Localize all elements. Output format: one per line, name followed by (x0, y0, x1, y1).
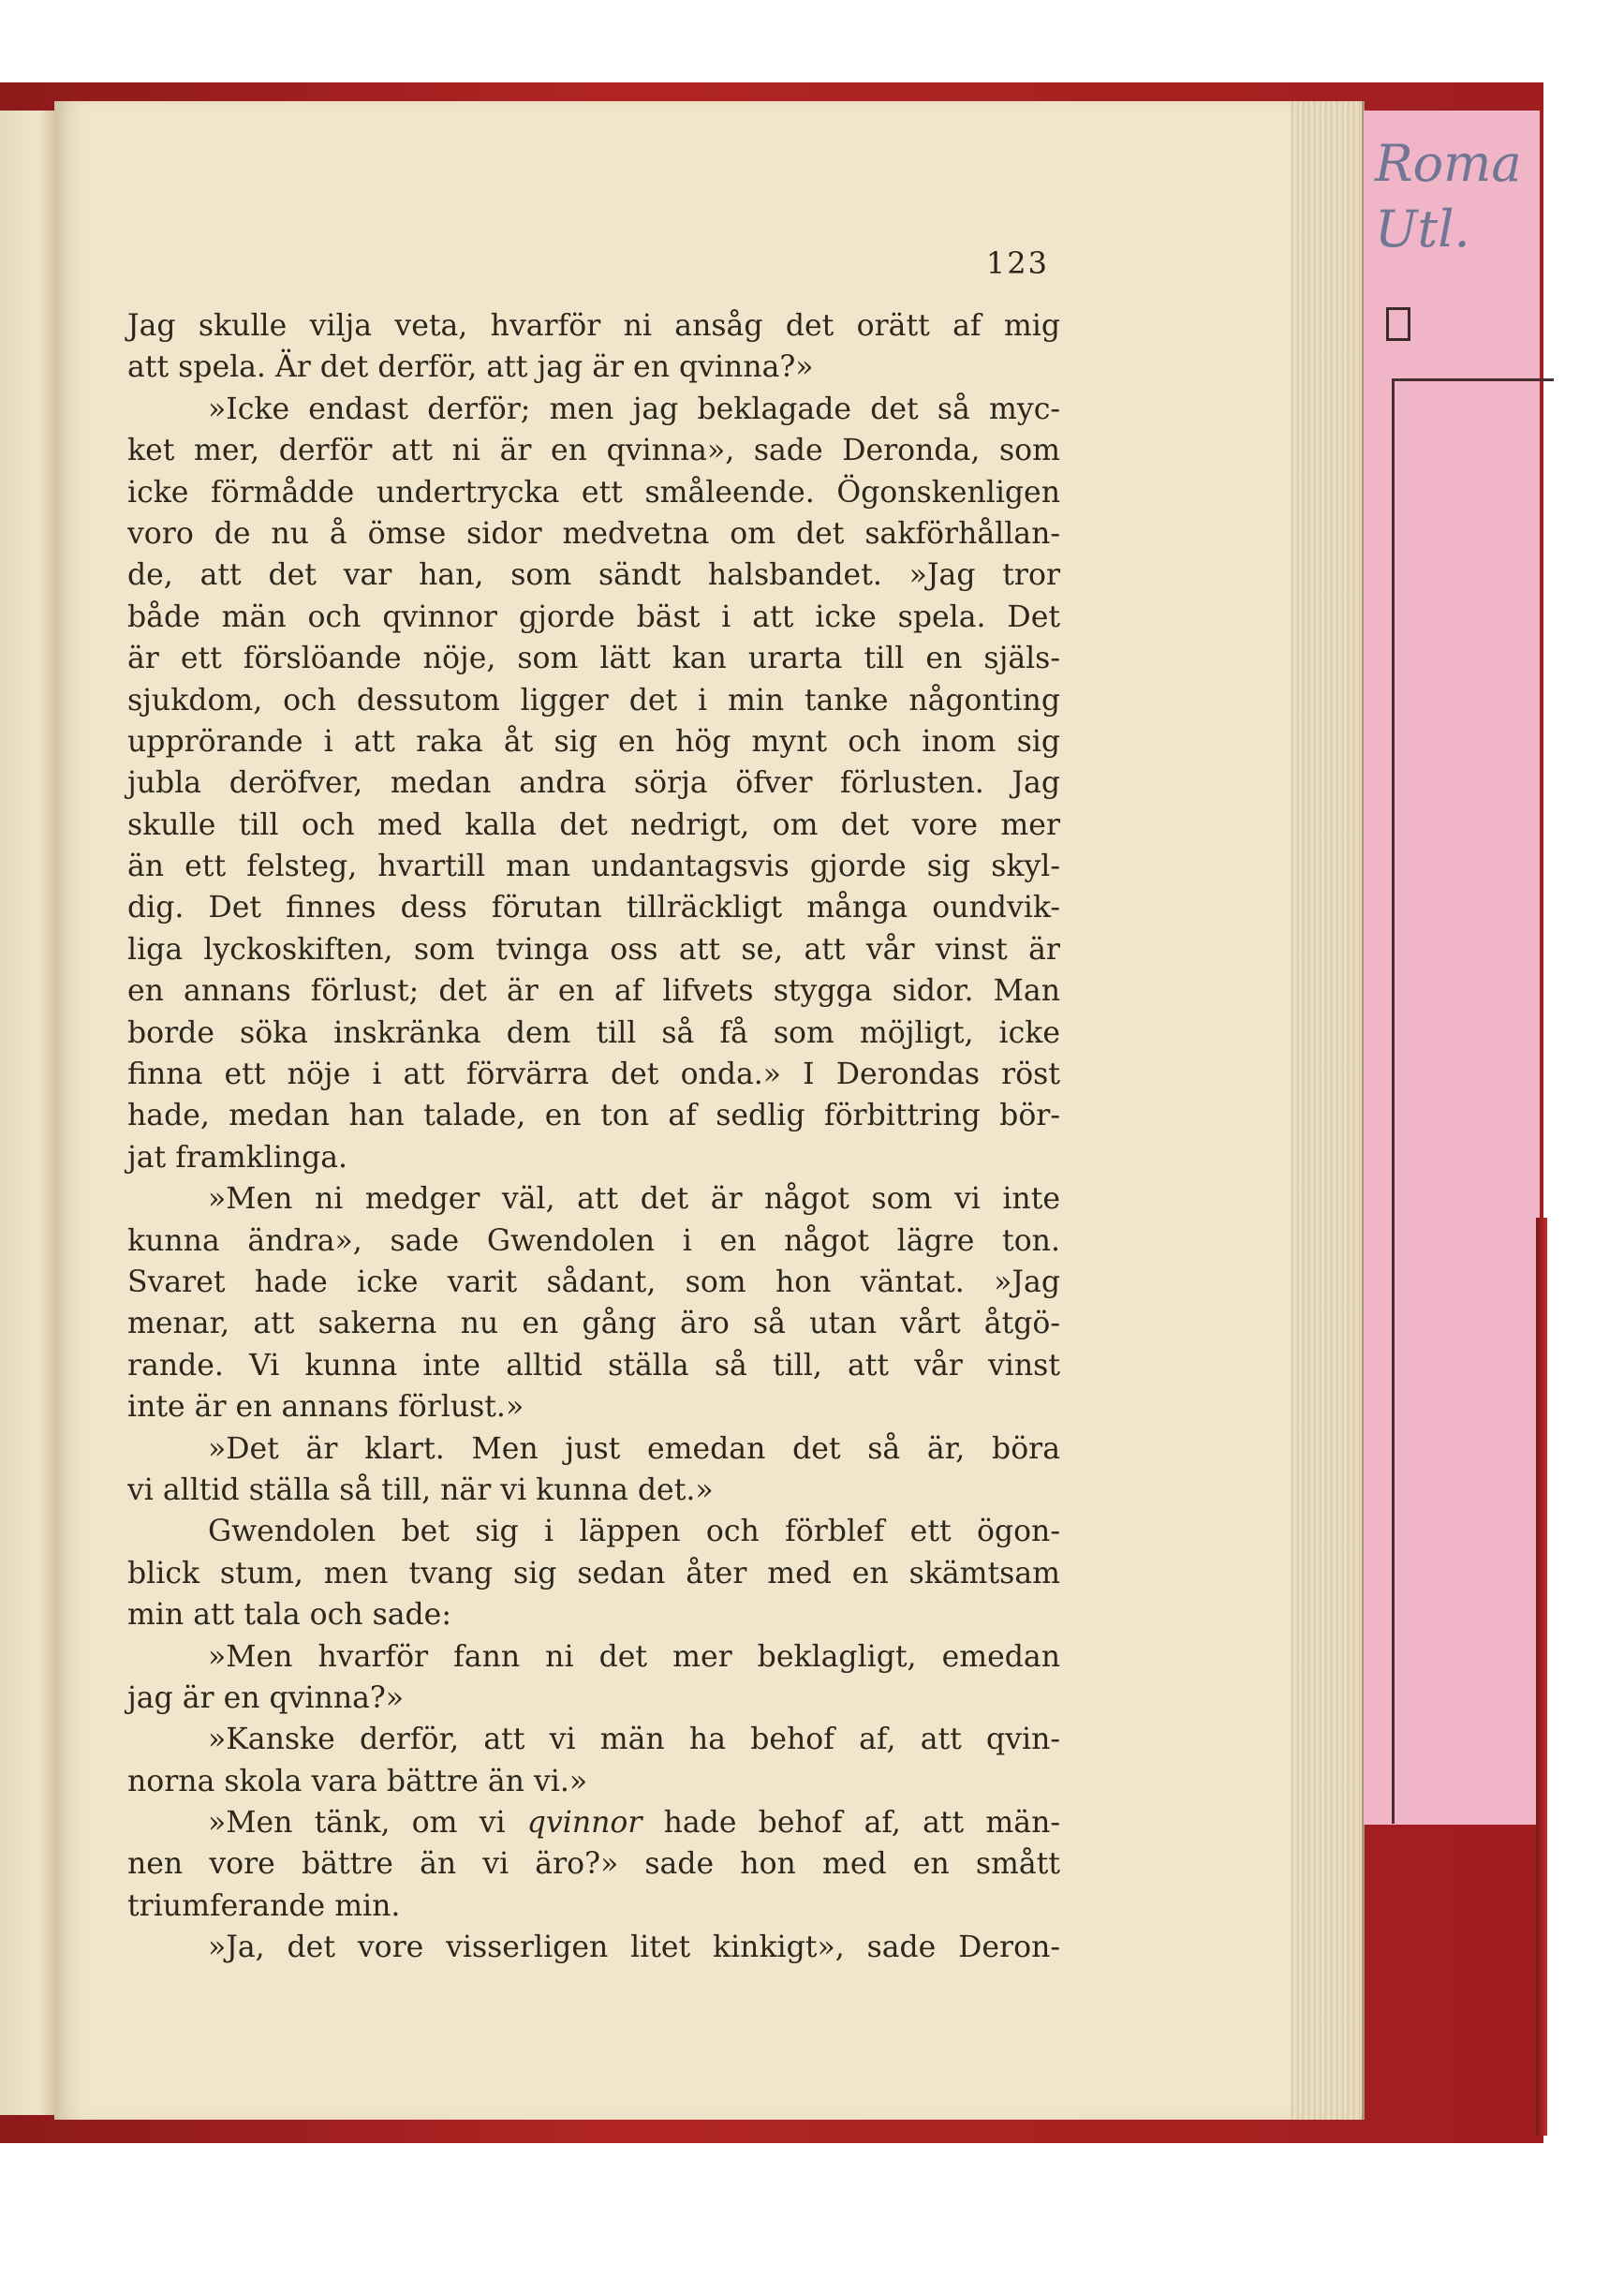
text-line: både män och qvinnor gjorde bäst i att icke spela. Det (127, 599, 1060, 634)
text-line: »Ja, det vore visserligen litet kinkigt», sade Deron- (208, 1930, 1060, 1965)
text-line: sjukdom, och dessutom ligger det i min tanke någonting (127, 683, 1060, 717)
text-line: finna ett nöje i att förvärra det onda.» I Derondas röst (127, 1058, 1060, 1092)
text-line: en annans förlust; det är en af lifvets stygga sidor. Man (127, 974, 1060, 1009)
text-line: kunna ändra», sade Gwendolen i en något lägre ton. (127, 1223, 1060, 1258)
text-line: norna skola vara bättre än vi.» (127, 1764, 588, 1798)
text-line: menar, att sakerna nu en gång äro så utan vårt åtgö- (127, 1307, 1060, 1341)
text-line: rande. Vi kunna inte alltid ställa så till, att vår vinst (127, 1348, 1060, 1383)
text-line: »Men hvarför fann ni det mer beklagligt, emedan (208, 1639, 1060, 1674)
text-line: att spela. Är det derför, att jag är en qvinna?» (127, 350, 814, 385)
text-line: skulle till och med kalla det nedrigt, om det vore mer (127, 807, 1060, 842)
text-line: ket mer, derför att ni är en qvinna», sade Deronda, som (127, 434, 1060, 468)
text-line: hade, medan han talade, en ton af sedlig förbittring bör- (127, 1099, 1060, 1133)
text-line: »Men ni medger väl, att det är något som vi inte (208, 1182, 1060, 1217)
card-handwriting (1375, 131, 1539, 272)
page-number: 123 (985, 245, 1049, 281)
text-line: dig. Det finnes dess förutan tillräckligt många oundvik- (127, 891, 1060, 925)
text-line: än ett felsteg, hvartill man undantagsvis gjorde sig skyl- (127, 850, 1060, 884)
card-checkbox (1386, 307, 1410, 341)
text-line: jat framklinga. (127, 1140, 348, 1175)
card-frame (1392, 378, 1554, 1824)
text-line: Jag skulle vilja veta, hvarför ni ansåg det orätt af mig (127, 309, 1060, 343)
text-line: upprörande i att raka åt sig en hög mynt och inom sig (127, 724, 1060, 759)
text-line: jubla deröfver, medan andra sörja öfver förlusten. Jag (127, 766, 1060, 801)
text-line: triumferande min. (127, 1888, 401, 1923)
text-line: är ett förslöande nöje, som lätt kan urarta till en själs- (127, 642, 1060, 676)
text-line: borde söka inskränka dem till så få som möjligt, icke (127, 1015, 1060, 1050)
page-text (127, 305, 1060, 1969)
cover-edge-strip (1536, 1218, 1547, 2136)
card-handwriting-line2: Utl. (1375, 200, 1470, 259)
text-line: voro de nu å ömse sidor medvetna om det sakförhållan- (127, 516, 1060, 551)
text-line: Svaret hade icke varit sådant, som hon väntat. »Jag (127, 1265, 1060, 1299)
emphasis: qvinnor (526, 1806, 642, 1841)
text-line: liga lyckoskiften, som tvinga oss att se, att vår vinst är (127, 932, 1060, 967)
text-line: nen vore bättre än vi äro?» sade hon med en smått (127, 1847, 1060, 1882)
text-line: »Men tänk, om vi qvinnor hade behof af, att män- (208, 1806, 1060, 1841)
text-line: vi alltid ställa så till, när vi kunna det.» (127, 1472, 714, 1507)
text-line: »Kanske derför, att vi män ha behof af, att qvin- (208, 1723, 1060, 1757)
text-line: blick stum, men tvang sig sedan åter med en skämtsam (127, 1556, 1060, 1590)
text-line: icke förmådde undertrycka ett småleende. Ögonskenligen (127, 475, 1060, 510)
text-line: inte är en annans förlust.» (127, 1390, 524, 1425)
text-line: Gwendolen bet sig i läppen och förblef ett ögon- (208, 1515, 1060, 1549)
card-handwriting-line1: Roma (1375, 134, 1522, 193)
left-facing-page (0, 111, 56, 2115)
text-line: »Det är klart. Men just emedan det så är, böra (208, 1431, 1060, 1466)
page-edges (1291, 101, 1365, 2120)
text-line: jag är en qvinna?» (127, 1680, 405, 1715)
text-line: de, att det var han, som sändt halsbandet. »Jag tror (127, 558, 1060, 593)
text-line: »Icke endast derför; men jag beklagade det så myc- (208, 392, 1060, 426)
text-line: min att tala och sade: (127, 1598, 451, 1633)
